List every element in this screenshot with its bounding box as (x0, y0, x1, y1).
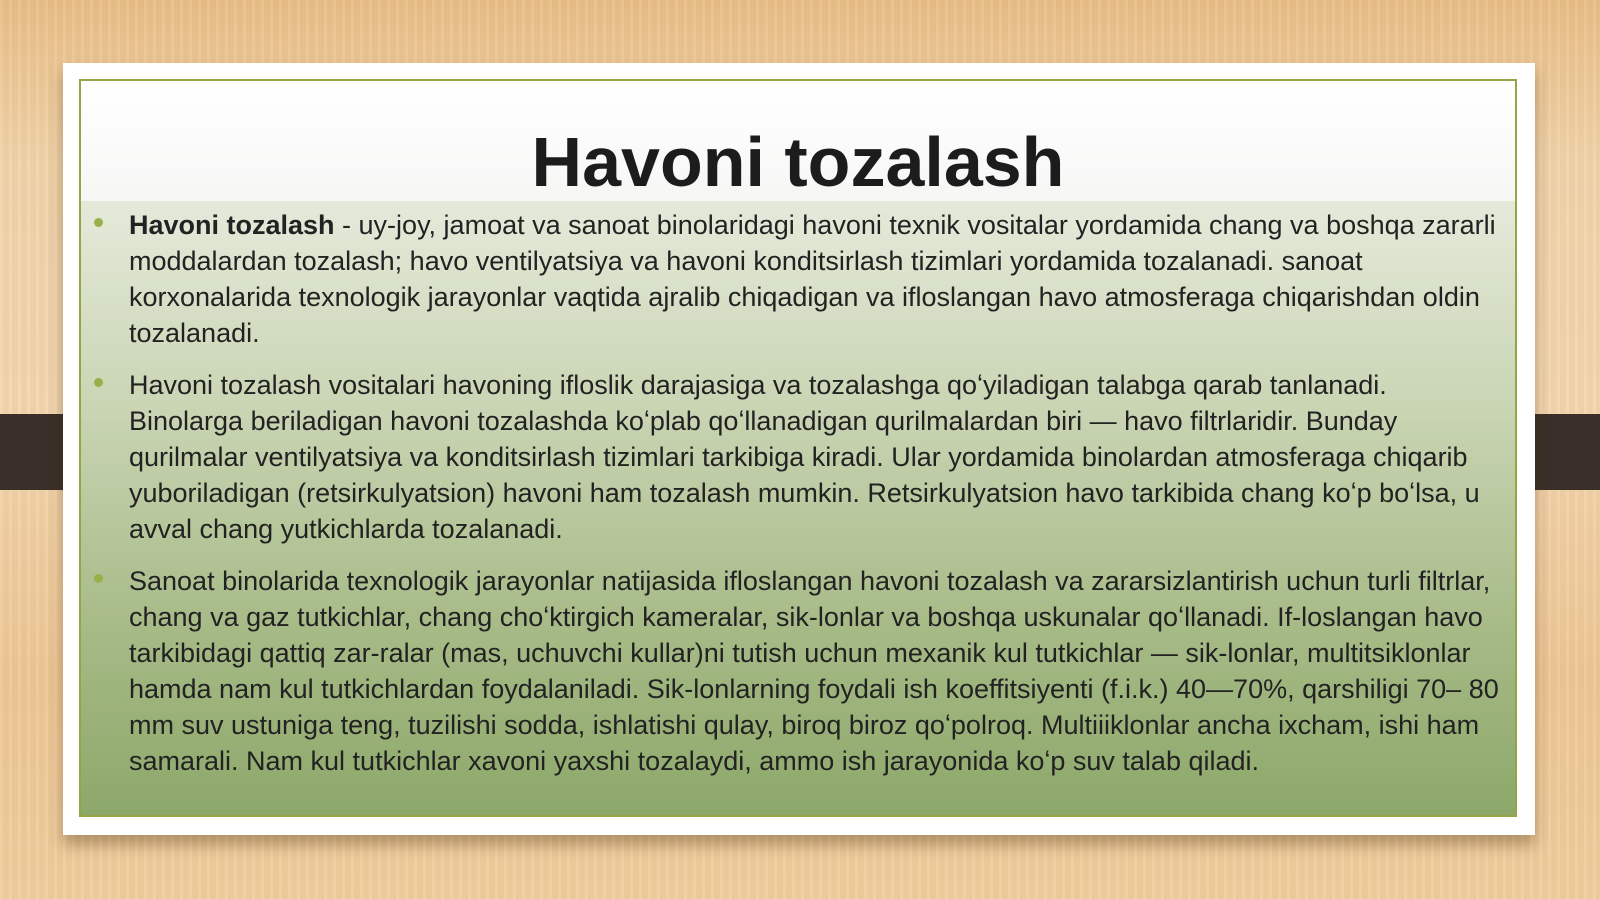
bullet-item-3 (129, 563, 1505, 779)
bullet-list (81, 201, 1515, 779)
content-area (81, 201, 1515, 815)
bullet-dot-icon (94, 378, 103, 387)
bullet-lead-term: Havoni tozalash (129, 210, 335, 240)
slide-title: Havoni tozalash (531, 123, 1065, 201)
bullet-text: Sanoat binolarida texnologik jarayonlar natijasida ifloslangan havoni tozalash va zararsizlantirish uchun turli filtrlar, chang va gaz tutkichlar, chang choʻktirgich kameralar, sik-lonlar va boshqa uskunalar qoʻllanadi. If-loslangan havo tarkibidagi qattiq zar-ralar (mas, uchuvchi kullar)ni tutish uchun mexanik kul tutkichlar — sik-lonlar, multitsiklonlar hamda nam kul tutkichlardan foydalaniladi. Sik-lonlarning foydali ish koeffitsiyenti (f.i.k.) 40—70%, qarshiligi 70– 80 mm suv ustuniga teng, tuzilishi sodda, ishlatishi qulay, biroq biroz qoʻpolroq. Multiiiklonlar ancha ixcham, ishi ham samarali. Nam kul tutkichlar xavoni yaxshi tozalaydi, ammo ish jarayonida koʻp suv talab qiladi. (129, 566, 1499, 776)
title-area (81, 81, 1515, 202)
slide-card (63, 63, 1535, 835)
bullet-text: Havoni tozalash vositalari havoning ifloslik darajasiga va tozalashga qoʻyiladigan talabga qarab tanlanadi. Binolarga beriladigan havoni tozalashda koʻplab qoʻllanadigan qurilmalardan biri — havo filtrlaridir. Bunday qurilmalar ventilyatsiya va konditsirlash tizimlari tarkibiga kiradi. Ular yordamida binolardan atmosferaga chiqarib yuboriladigan (retsirkulyatsion) havoni ham tozalash mumkin. Retsirkulyatsion havo tarkibida chang koʻp boʻlsa, u avval chang yutkichlarda tozalanadi. (129, 370, 1480, 544)
bullet-item-2 (129, 367, 1505, 547)
slide-frame (79, 79, 1517, 817)
bullet-text: - uy-joy, jamoat va sanoat binolaridagi havoni texnik vositalar yordamida chang va boshqa zararli moddalardan tozalash; havo ventilyatsiya va havoni konditsirlash tizimlari yordamida tozalanadi. sanoat korxonalarida texnologik jarayonlar vaqtida ajralib chiqadigan va ifloslangan havo atmosferaga chiqarishdan oldin tozalanadi. (129, 210, 1496, 348)
bullet-dot-icon (94, 218, 103, 227)
bullet-item-1 (129, 207, 1505, 351)
bullet-dot-icon (94, 574, 103, 583)
